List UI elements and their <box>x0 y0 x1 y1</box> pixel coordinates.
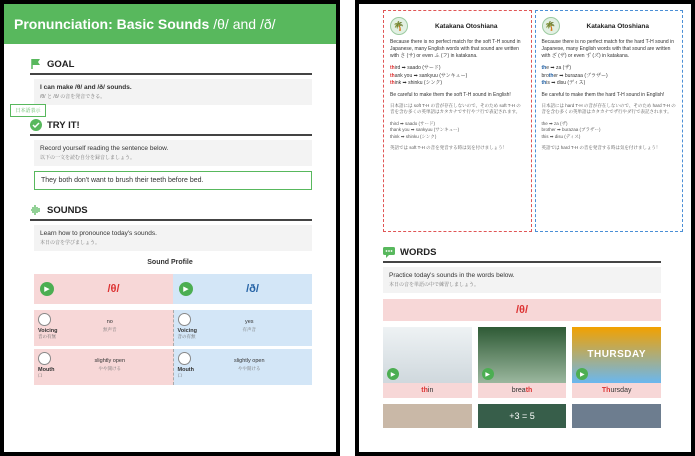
mouth-row <box>34 349 312 385</box>
goal-heading-label: GOAL <box>47 58 75 70</box>
sounds-sub: 本日の音を学びましょう。 <box>40 240 101 246</box>
card-jp-examples <box>542 121 677 141</box>
mouth-theta-text: slightly open <box>94 358 126 364</box>
voicing-eth-value <box>191 313 309 343</box>
lesson-symbols: /θ/ and /ð/ <box>213 16 276 32</box>
play-word-button[interactable]: ▶ <box>482 368 494 380</box>
card-warning: Be careful to make them the soft T-H sound in English! <box>390 91 511 98</box>
example-item <box>542 80 677 88</box>
jp-example-item: this ➡ disu (ディス) <box>541 134 581 140</box>
mouth-sub: 口 <box>38 373 43 378</box>
example-rest: ank you ➡ sankyuu (サンキュー) <box>394 72 468 79</box>
word-label <box>478 383 567 398</box>
voicing-row <box>34 310 312 346</box>
voicing-sub: 音の有無 <box>177 334 196 339</box>
example-highlight: th <box>541 65 547 72</box>
japanese-toggle-button[interactable]: 日本語表示 <box>10 104 46 117</box>
card-jp-paragraph: 日本語には soft T-H の音が存在しないので、そのため soft T-H の音を含む多くの英単語はカタカナでサ行やフ行で表記されます。 <box>390 102 521 114</box>
goal-heading <box>30 58 312 75</box>
mouth-theta-value <box>51 352 169 382</box>
word-label <box>383 383 472 398</box>
word-grid <box>383 327 661 398</box>
katakana-card-hard <box>535 10 684 232</box>
mouth-theta-cell <box>34 349 174 385</box>
theta-ipa: /θ/ <box>107 283 120 295</box>
card-title: Katakana Otoshiana <box>435 22 498 30</box>
voicing-icon <box>38 313 51 326</box>
word-grid-row2 <box>383 404 661 428</box>
katakana-cards <box>383 10 683 232</box>
card-title: Katakana Otoshiana <box>586 22 649 30</box>
goal-text: I can make /θ/ and /ð/ sounds. <box>40 84 132 91</box>
word-highlight: th <box>421 387 428 394</box>
sounds-text: Learn how to pronounce today's sounds. <box>40 230 157 237</box>
palm-tree-icon: 🌴 <box>390 17 408 35</box>
word-image <box>478 327 567 383</box>
word-image <box>572 404 661 428</box>
voicing-label: Voicing <box>38 328 58 334</box>
mouth-eth-cell <box>174 349 313 385</box>
mouth-label-left <box>38 367 55 379</box>
try-it-text: Record yourself reading the sentence below. <box>40 145 169 152</box>
palm-tree-icon: 🌴 <box>542 17 560 35</box>
word-highlight: Th <box>601 387 611 394</box>
jp-example-item: third ➡ saado (サード) <box>390 120 436 126</box>
sound-profile-title: Sound Profile <box>147 259 193 266</box>
sound-play-row <box>34 274 312 304</box>
example-rest: e ➡ za (ザ) <box>546 65 571 72</box>
play-theta-button[interactable]: ▶ <box>40 282 54 296</box>
card-examples <box>390 65 525 88</box>
try-it-sub: 以下の一文を読む自分を録音しましょう。 <box>40 155 136 161</box>
example-rest: ird ➡ saado (サード) <box>394 65 441 72</box>
word-card-thursday[interactable] <box>572 327 661 398</box>
card-warning: Be careful to make them the hard T-H sound in English! <box>541 91 665 98</box>
practice-sentence: They both don't want to brush their teeth before bed. <box>34 171 312 190</box>
voicing-theta-text: no <box>106 319 113 325</box>
card-jp-warning: 英語では soft T-H の音を発音する時は気を付けましょう！ <box>390 144 508 150</box>
sounds-box <box>34 225 312 251</box>
mouth-label: Mouth <box>38 367 55 373</box>
eth-ipa: /ð/ <box>246 283 259 295</box>
jp-example-item: thank you ➡ sankyuu (サンキュー) <box>390 127 460 133</box>
example-highlight: th <box>390 72 395 79</box>
play-word-button[interactable]: ▶ <box>387 368 399 380</box>
mouth-label: Mouth <box>177 367 194 373</box>
mouth-eth-sub: やや開ける <box>238 366 261 371</box>
right-screenshot <box>355 0 695 456</box>
mouth-icon <box>178 352 191 365</box>
example-item <box>390 65 525 73</box>
words-heading <box>383 246 661 263</box>
word-pre: brea <box>511 387 526 394</box>
voicing-label: Voicing <box>177 328 197 334</box>
card-examples <box>542 65 677 88</box>
voicing-theta-value <box>51 313 169 343</box>
jp-example-item: brother ➡ burazaa (ブラザー) <box>541 127 601 133</box>
jp-example-item: the ➡ za (ザ) <box>541 120 568 126</box>
word-label <box>572 383 661 398</box>
goal-sub: /θ/ と /ð/ の音を発音できる。 <box>40 94 106 100</box>
card-paragraph: Because there is no perfect match for the hard T-H sound in Japanese, many English words with that sound are written with ざ (ザ) or even ず (ズ) in katakana. <box>541 39 674 59</box>
play-word-button[interactable]: ▶ <box>576 368 588 380</box>
words-ipa-bar: /θ/ <box>383 299 661 321</box>
try-it-box <box>34 140 312 166</box>
card-jp-examples <box>390 121 525 141</box>
card-paragraph: Because there is no perfect match for the soft T-H sound in Japanese, many English words with that sound are written with さ (サ) or even ふ (フ) in katakana. <box>390 39 521 59</box>
mouth-eth-text: slightly open <box>233 358 265 364</box>
mouth-theta-sub: やや開ける <box>98 366 121 371</box>
example-pre: bro <box>541 72 549 79</box>
word-image <box>383 327 472 383</box>
mouth-icon <box>38 352 51 365</box>
example-item <box>390 80 525 88</box>
word-image: +3 = 5 <box>478 404 567 428</box>
left-screen <box>4 4 336 452</box>
example-rest: ink ➡ shinku (シンク) <box>394 80 443 87</box>
card-head <box>542 17 677 35</box>
card-head <box>390 17 525 35</box>
voicing-label-right <box>178 328 197 340</box>
sounds-heading-label: SOUNDS <box>47 204 88 216</box>
voicing-theta-cell <box>34 310 174 346</box>
try-it-heading-label: TRY IT! <box>47 119 80 131</box>
word-card-thin[interactable] <box>383 327 472 398</box>
left-screenshot <box>0 0 340 456</box>
voicing-eth-cell <box>174 310 313 346</box>
word-rest: in <box>427 387 434 394</box>
lesson-header <box>4 4 336 44</box>
katakana-card-soft <box>383 10 532 232</box>
mouth-sub: 口 <box>177 373 182 378</box>
right-screen <box>359 4 691 452</box>
example-highlight: th <box>548 72 554 79</box>
example-highlight: th <box>541 80 547 87</box>
eth-cell <box>173 274 312 304</box>
mouth-label-right <box>178 367 195 379</box>
lesson-title: Pronunciation: Basic Sounds <box>14 16 210 32</box>
sounds-heading <box>30 204 312 221</box>
example-item <box>542 65 677 73</box>
voicing-label-left <box>38 328 57 340</box>
sound-wave-icon <box>30 204 42 216</box>
voicing-icon <box>178 313 191 326</box>
word-card-breath[interactable] <box>478 327 567 398</box>
example-highlight: th <box>390 80 395 87</box>
example-rest: is ➡ disu (ディス) <box>546 80 586 87</box>
voicing-eth-sub: 有声音 <box>242 327 256 332</box>
words-text: Practice today's sounds in the words below. <box>389 272 515 279</box>
flag-icon <box>30 58 42 70</box>
word-rest: ursday <box>610 387 632 394</box>
voicing-theta-sub: 無声音 <box>103 327 117 332</box>
example-rest: er ➡ burazaa (ブラザー) <box>553 72 608 79</box>
check-circle-icon <box>30 119 42 131</box>
example-item <box>390 73 525 81</box>
word-image <box>383 404 472 428</box>
thursday-image-text: THURSDAY <box>587 349 646 360</box>
goal-box <box>34 79 312 105</box>
voicing-eth-text: yes <box>244 319 254 325</box>
words-box <box>383 267 661 293</box>
word-highlight: th <box>525 387 533 394</box>
word-image <box>572 327 661 383</box>
jp-example-item: think ➡ shinku (シンク) <box>390 134 437 140</box>
voicing-sub: 音の有無 <box>38 334 56 339</box>
speech-bubble-icon <box>383 246 395 258</box>
try-it-heading <box>30 119 312 136</box>
theta-cell <box>34 274 173 304</box>
words-heading-label: WORDS <box>400 246 437 258</box>
words-sub: 本日の音を単語の中で練習しましょう。 <box>389 282 480 288</box>
card-jp-paragraph: 日本語には hard T-H の音が存在しないので、そのため hard T-H の音を含む多くの英単語はカタカナでザ行やダ行で表記されます。 <box>541 102 676 114</box>
example-highlight: th <box>390 65 395 72</box>
mouth-eth-value <box>191 352 309 382</box>
card-jp-warning: 英語では hard T-H の音を発音する時は気を付けましょう！ <box>541 144 661 150</box>
play-eth-button[interactable]: ▶ <box>179 282 193 296</box>
